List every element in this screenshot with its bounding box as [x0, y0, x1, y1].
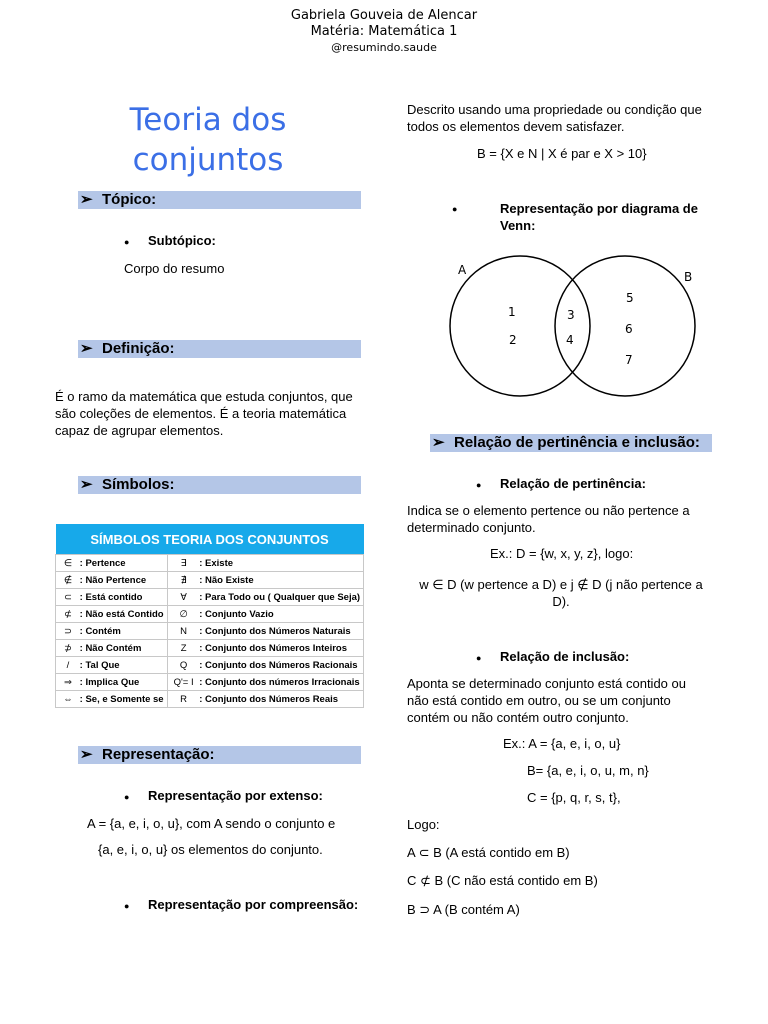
page-title [55, 100, 361, 180]
title-line-2: conjuntos [132, 142, 284, 178]
section-relacao [430, 434, 712, 452]
symbol-cell: Q'= I : Conjunto dos números Irracionais [167, 674, 363, 691]
symbol-cell: ⊅ : Não Contém [56, 640, 168, 657]
subtopic-label: Subtópico: [148, 233, 216, 248]
arrow-icon: ➢ [80, 476, 93, 493]
symbol-cell: ⊄ : Não está Contido [56, 606, 168, 623]
symbols-table [55, 524, 364, 708]
title-line-1: Teoria dos [129, 102, 287, 138]
venn-diagram [440, 255, 710, 405]
arrow-icon: ➢ [432, 434, 445, 451]
symbol-cell: Z : Conjunto dos Números Inteiros [167, 640, 363, 657]
symbol-cell: Q : Conjunto dos Números Racionais [167, 657, 363, 674]
label-b: B [684, 270, 693, 284]
extenso-line-2: {a, e, i, o, u} os elementos do conjunto. [98, 842, 323, 857]
extenso-title: Representação por extenso: [148, 788, 323, 803]
symbol-cell: ⇒ : Implica Que [56, 674, 168, 691]
symbol-cell: / : Tal Que [56, 657, 168, 674]
elem-2: 2 [509, 333, 517, 347]
arrow-icon: ➢ [80, 340, 93, 357]
section-definicao-label: Definição: [102, 340, 175, 357]
section-relacao-label: Relação de pertinência e inclusão: [454, 434, 700, 451]
symbols-table-row [56, 657, 364, 674]
logo-label: Logo: [407, 817, 440, 832]
inclusao-desc: Aponta se determinado conjunto está contido ou não está contido em outro, ou se um conjunto contém ou não contém outro conjunto. [407, 676, 686, 725]
section-definicao [78, 340, 361, 358]
section-topico-label: Tópico: [102, 191, 157, 208]
symbol-cell: R : Conjunto dos Números Reais [167, 691, 363, 708]
author-name: Gabriela Gouveia de Alencar [290, 8, 478, 23]
symbol-cell: ∅ : Conjunto Vazio [167, 606, 363, 623]
elem-7: 7 [625, 353, 633, 367]
symbol-cell: N : Conjunto dos Números Naturais [167, 623, 363, 640]
venn-title: Representação por diagrama de Venn: [500, 201, 698, 233]
pertinencia-ex2: w ∈ D (w pertence a D) e j ∉ D (j não pertence a D). [419, 577, 703, 609]
section-representacao-label: Representação: [102, 746, 215, 763]
symbol-cell: ⇔ : Se, e Somente se [56, 691, 168, 708]
inclusao-ex-2: B= {a, e, i, o, u, m, n} [527, 763, 649, 778]
section-simbolos [78, 476, 361, 494]
section-simbolos-label: Símbolos: [102, 476, 175, 493]
pertinencia-desc: Indica se o elemento pertence ou não pertence a determinado conjunto. [407, 503, 690, 535]
symbols-table-row [56, 691, 364, 708]
section-representacao [78, 746, 361, 764]
symbol-cell: ∀ : Para Todo ou ( Qualquer que Seja) [167, 589, 363, 606]
extenso-line-1: A = {a, e, i, o, u}, com A sendo o conjunto e [87, 816, 336, 831]
symbols-table-row [56, 640, 364, 657]
set-a-circle [450, 256, 590, 396]
symbols-table-title: SÍMBOLOS TEORIA DOS CONJUNTOS [56, 524, 364, 555]
symbols-table-row [56, 589, 364, 606]
elem-5: 5 [626, 291, 634, 305]
symbol-cell: ∈ : Pertence [56, 555, 168, 572]
pertinencia-ex: Ex.: D = {w, x, y, z}, logo: [490, 546, 634, 561]
label-a: A [458, 263, 467, 277]
conclusion-1: A ⊂ B (A está contido em B) [407, 845, 570, 860]
inclusao-ex-1: Ex.: A = {a, e, i, o, u} [503, 736, 621, 751]
inclusao-title: Relação de inclusão: [500, 649, 630, 664]
symbols-table-row [56, 555, 364, 572]
symbols-table-row [56, 606, 364, 623]
compreensao-example: B = {X e N | X é par e X > 10} [477, 146, 647, 161]
conclusion-3: B ⊃ A (B contém A) [407, 902, 520, 917]
elem-6: 6 [625, 322, 633, 336]
inclusao-ex-3: C = {p, q, r, s, t}, [527, 790, 621, 805]
section-topico [78, 191, 361, 209]
symbols-table-row [56, 623, 364, 640]
elem-1: 1 [508, 305, 516, 319]
compreensao-title: Representação por compreensão: [148, 897, 359, 912]
symbol-cell: ∃ : Existe [167, 555, 363, 572]
arrow-icon: ➢ [80, 191, 93, 208]
conclusion-2: C ⊄ B (C não está contido em B) [407, 873, 598, 888]
topic-body: Corpo do resumo [124, 261, 225, 276]
arrow-icon: ➢ [80, 746, 93, 763]
symbol-cell: ∉ : Não Pertence [56, 572, 168, 589]
definition-body: É o ramo da matemática que estuda conjuntos, que são coleções de elementos. É a teoria matemática capaz de agrupar elementos. [55, 389, 353, 438]
symbol-cell: ⊂ : Está contido [56, 589, 168, 606]
elem-4: 4 [566, 333, 574, 347]
pertinencia-title: Relação de pertinência: [500, 476, 646, 491]
symbols-table-row [56, 674, 364, 691]
symbol-cell: ∄ : Não Existe [167, 572, 363, 589]
symbols-table-row [56, 572, 364, 589]
subject-line: Matéria: Matemática 1 [310, 24, 458, 39]
compreensao-desc: Descrito usando uma propriedade ou condição que todos os elementos devem satisfazer. [407, 102, 702, 134]
symbol-cell: ⊃ : Contém [56, 623, 168, 640]
handle: @resumindo.saude [331, 41, 437, 54]
elem-3: 3 [567, 308, 575, 322]
